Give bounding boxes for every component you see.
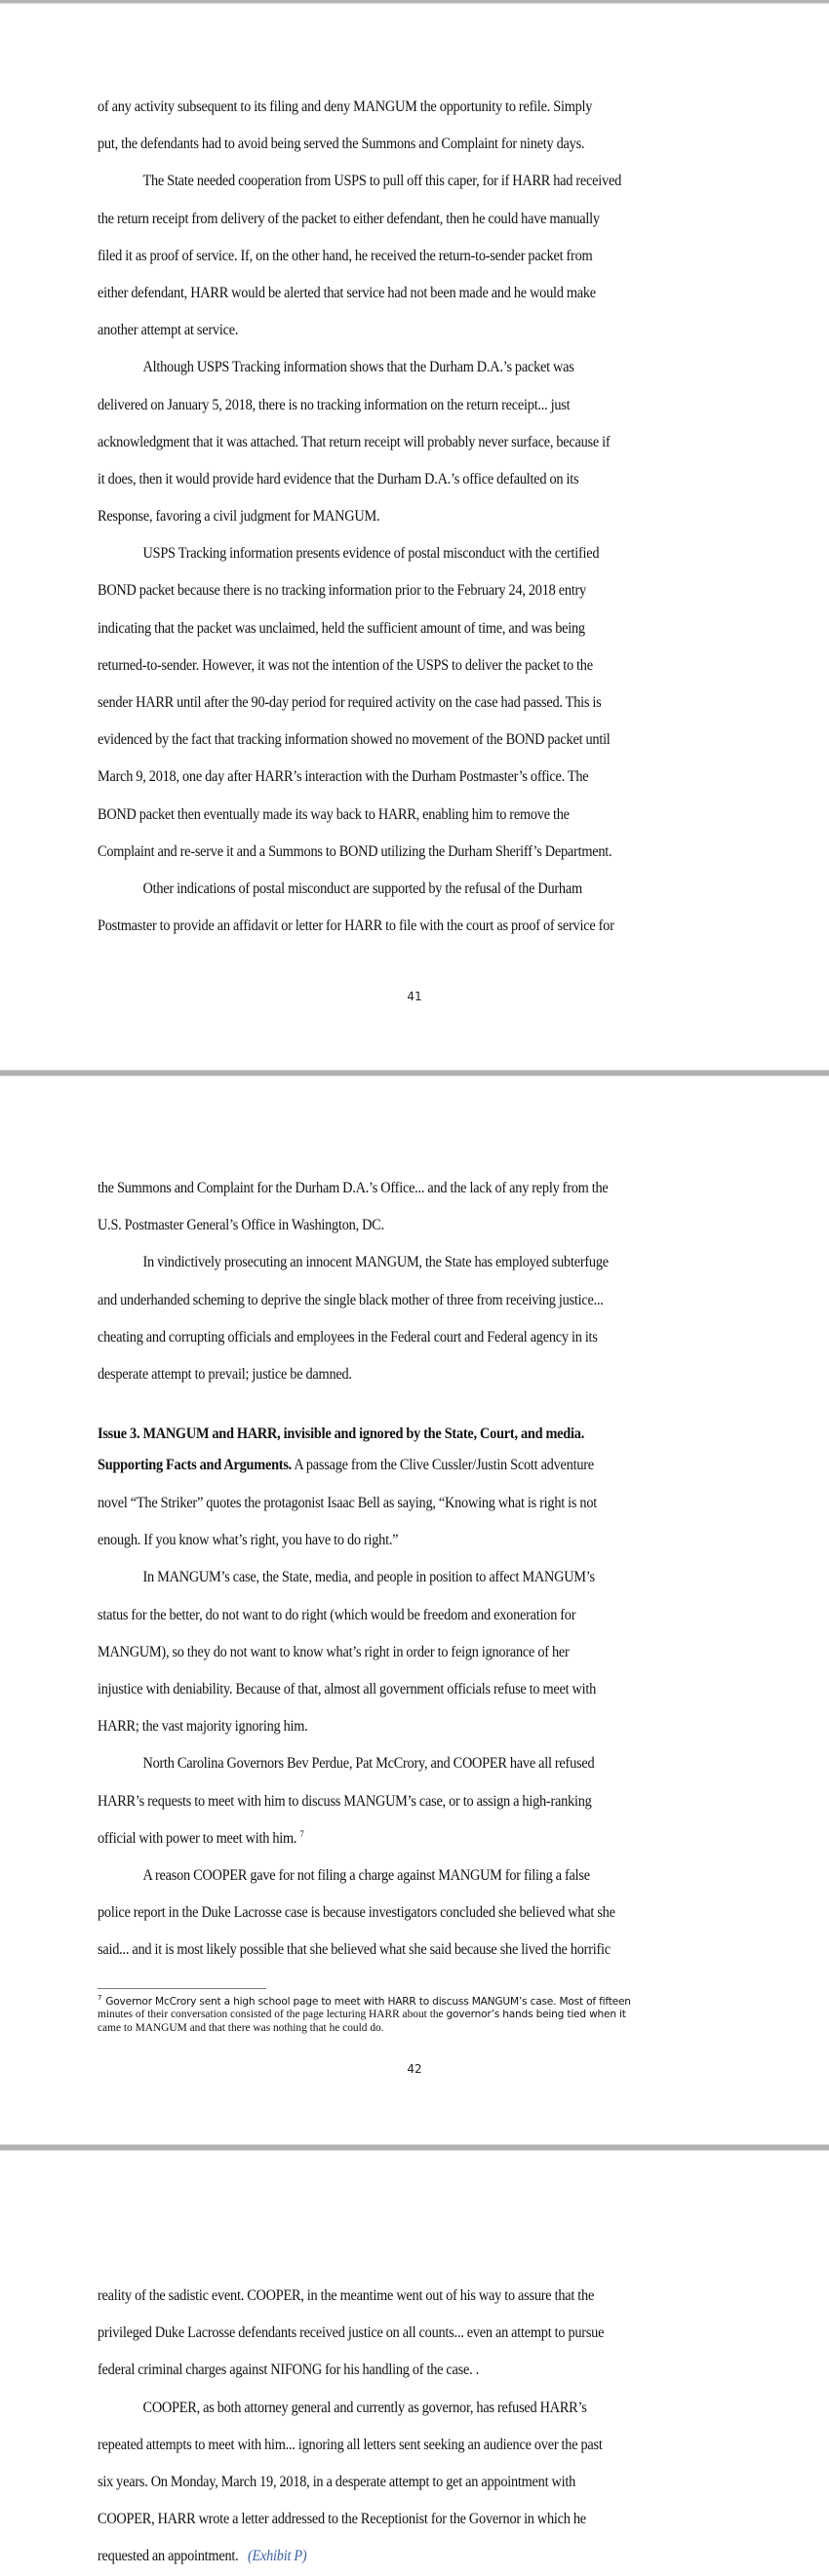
text-line: the return receipt from delivery of the packet to either defendant, then he could have manually (98, 210, 600, 227)
paragraph-start-line: In MANGUM’s case, the State, media, and people in position to affect MANGUM’s (142, 1569, 595, 1586)
heading-line-2 (98, 1450, 689, 1481)
text-line: either defendant, HARR would be alerted that service had not been made and he would make (98, 284, 596, 301)
paragraph-start-line: Other indications of postal misconduct are supported by the refusal of the Durham (142, 879, 582, 897)
text-line: BOND packet then eventually made its way back to HARR, enabling him to remove the (98, 805, 570, 823)
text-line: returned-to-sender. However, it was not the intention of the USPS to deliver the packet to the (98, 656, 593, 674)
issue-heading (98, 1419, 689, 1481)
footnote-divider (98, 1988, 266, 1989)
page-42-body-a (98, 1170, 689, 1393)
text-line: put, the defendants had to avoid being served the Summons and Complaint for ninety days. (98, 136, 585, 153)
text-line: indicating that the packet was unclaimed, held the sufficient amount of time, and was being (98, 619, 585, 637)
text-line: reality of the sadistic event. COOPER, in the meantime went out of his way to assure that the (98, 2287, 595, 2304)
page-42-body-b (98, 1485, 689, 1969)
footnote-text: Governor McCrory sent a high school page to meet with HARR to discuss MANGUM’s case. Most of fifteen (105, 1996, 631, 2008)
text-line: filed it as proof of service. If, on the other hand, he received the return-to-sender packet from (98, 247, 593, 264)
text-line: federal criminal charges against NIFONG for his handling of the case. . (98, 2361, 479, 2379)
text-line: the Summons and Complaint for the Durham D.A.’s Office... and the lack of any reply from the (98, 1180, 609, 1196)
footnote-line (98, 1996, 741, 2009)
text-line: cheating and corrupting officials and employees in the Federal court and Federal agency in its (98, 1328, 598, 1346)
paragraph-start-line: USPS Tracking information presents evidence of postal misconduct with the certified (142, 545, 600, 563)
text-line: novel “The Striker” quotes the protagonist Isaac Bell as saying, “Knowing what is right is not (98, 1495, 597, 1511)
text-line: acknowledgment that it was attached. That return receipt will probably never surface, because if (98, 433, 611, 450)
text-line: U.S. Postmaster General’s Office in Washington, DC. (98, 1217, 384, 1234)
footnote-line: came to MANGUM and that there was nothing that he could do. (98, 2021, 384, 2034)
text-line: police report in the Duke Lacrosse case is because investigators concluded she believed what she (98, 1904, 615, 1922)
text-line: desperate attempt to prevail; justice be damned. (98, 1365, 352, 1383)
text-line: Response, favoring a civil judgment for MANGUM. (98, 508, 380, 526)
page-number: 42 (407, 2062, 422, 2076)
text-line: delivered on January 5, 2018, there is no tracking information on the return receipt... just (98, 396, 571, 413)
text-line-with-footnote (98, 1820, 689, 1857)
footnote (98, 1996, 741, 2035)
paragraph-start-line: In vindictively prosecuting an innocent MANGUM, the State has employed subterfuge (142, 1254, 609, 1271)
text-line-with-link (98, 2538, 689, 2575)
footnote-text: governor’s hands being tied when it (446, 2009, 626, 2021)
page-43-body (98, 2278, 689, 2576)
text-span: A passage from the Clive Cussler/Justin Scott adventure (292, 1457, 594, 1473)
paragraph-start-line: North Carolina Governors Bev Perdue, Pat McCrory, and COOPER have all refused (142, 1755, 595, 1773)
page-number: 41 (407, 990, 422, 1003)
paragraph-start-line: COOPER, as both attorney general and currently as governor, has refused HARR’s (142, 2399, 587, 2416)
text-span: official with power to meet with him. (98, 1829, 297, 1847)
text-line: Postmaster to provide an affidavit or letter for HARR to file with the court as proof of service for (98, 917, 614, 935)
text-line: privileged Duke Lacrosse defendants received justice on all counts... even an attempt to pursue (98, 2324, 605, 2342)
text-line: repeated attempts to meet with him... ignoring all letters sent seeking an audience over the past (98, 2436, 603, 2453)
text-line: BOND packet because there is no tracking information prior to the February 24, 2018 entry (98, 582, 586, 600)
text-line: March 9, 2018, one day after HARR’s interaction with the Durham Postmaster’s office. The (98, 768, 589, 786)
footnote-line (98, 2009, 741, 2021)
page-separator (0, 1070, 829, 1076)
page-42 (0, 1077, 829, 2144)
text-line: sender HARR until after the 90-day period for required activity on the case had passed. This is (98, 694, 602, 711)
exhibit-p-link[interactable]: (Exhibit P) (247, 2548, 307, 2565)
text-line: status for the better, do not want to do right (which would be freedom and exoneration for (98, 1606, 576, 1623)
page-41-body (98, 89, 689, 945)
subheading-bold: Supporting Facts and Arguments. (98, 1457, 293, 1473)
text-line: injustice with deniability. Because of that, almost all government officials refuse to meet with (98, 1680, 597, 1698)
text-line: six years. On Monday, March 19, 2018, in a desperate attempt to get an appointment with (98, 2473, 576, 2490)
text-line: it does, then it would provide hard evidence that the Durham D.A.’s office defaulted on its (98, 470, 579, 488)
page-separator (0, 2144, 829, 2151)
text-line: Complaint and re-serve it and a Summons to BOND utilizing the Durham Sheriff’s Department. (98, 842, 612, 860)
paragraph-start-line: Although USPS Tracking information shows that the Durham D.A.’s packet was (142, 359, 574, 376)
text-line: said... and it is most likely possible that she believed what she said because she lived the horrific (98, 1941, 611, 1959)
text-line: evidenced by the fact that tracking information showed no movement of the BOND packet until (98, 731, 611, 749)
footnote-mark: 7 (98, 1994, 102, 2003)
footnote-reference[interactable]: 7 (299, 1828, 304, 1839)
footnote-text: minutes of their conversation consisted of the page lecturing HARR about the (98, 2009, 447, 2021)
text-line: COOPER, HARR wrote a letter addressed to the Receptionist for the Governor in which he (98, 2511, 586, 2528)
text-span: requested an appointment. (98, 2548, 239, 2565)
text-line: of any activity subsequent to its filing and deny MANGUM the opportunity to refile. Simply (98, 98, 593, 115)
section-heading: Issue 3. MANGUM and HARR, invisible and ignored by the State, Court, and media. (98, 1425, 585, 1442)
text-line: HARR’s requests to meet with him to discuss MANGUM’s case, or to assign a high-ranking (98, 1792, 592, 1810)
text-line: MANGUM), so they do not want to know what’s right in order to feign ignorance of her (98, 1643, 570, 1660)
text-line: HARR; the vast majority ignoring him. (98, 1718, 308, 1736)
paragraph-start-line: A reason COOPER gave for not filing a charge against MANGUM for filing a false (142, 1866, 590, 1884)
paragraph-start-line: The State needed cooperation from USPS to pull off this caper, for if HARR had received (142, 173, 622, 190)
page-43 (0, 2152, 829, 2571)
text-line: and underhanded scheming to deprive the single black mother of three from receiving justice... (98, 1291, 604, 1308)
text-line: enough. If you know what’s right, you have to do right.” (98, 1532, 399, 1549)
page-41 (0, 0, 829, 1071)
text-line: another attempt at service. (98, 322, 239, 339)
